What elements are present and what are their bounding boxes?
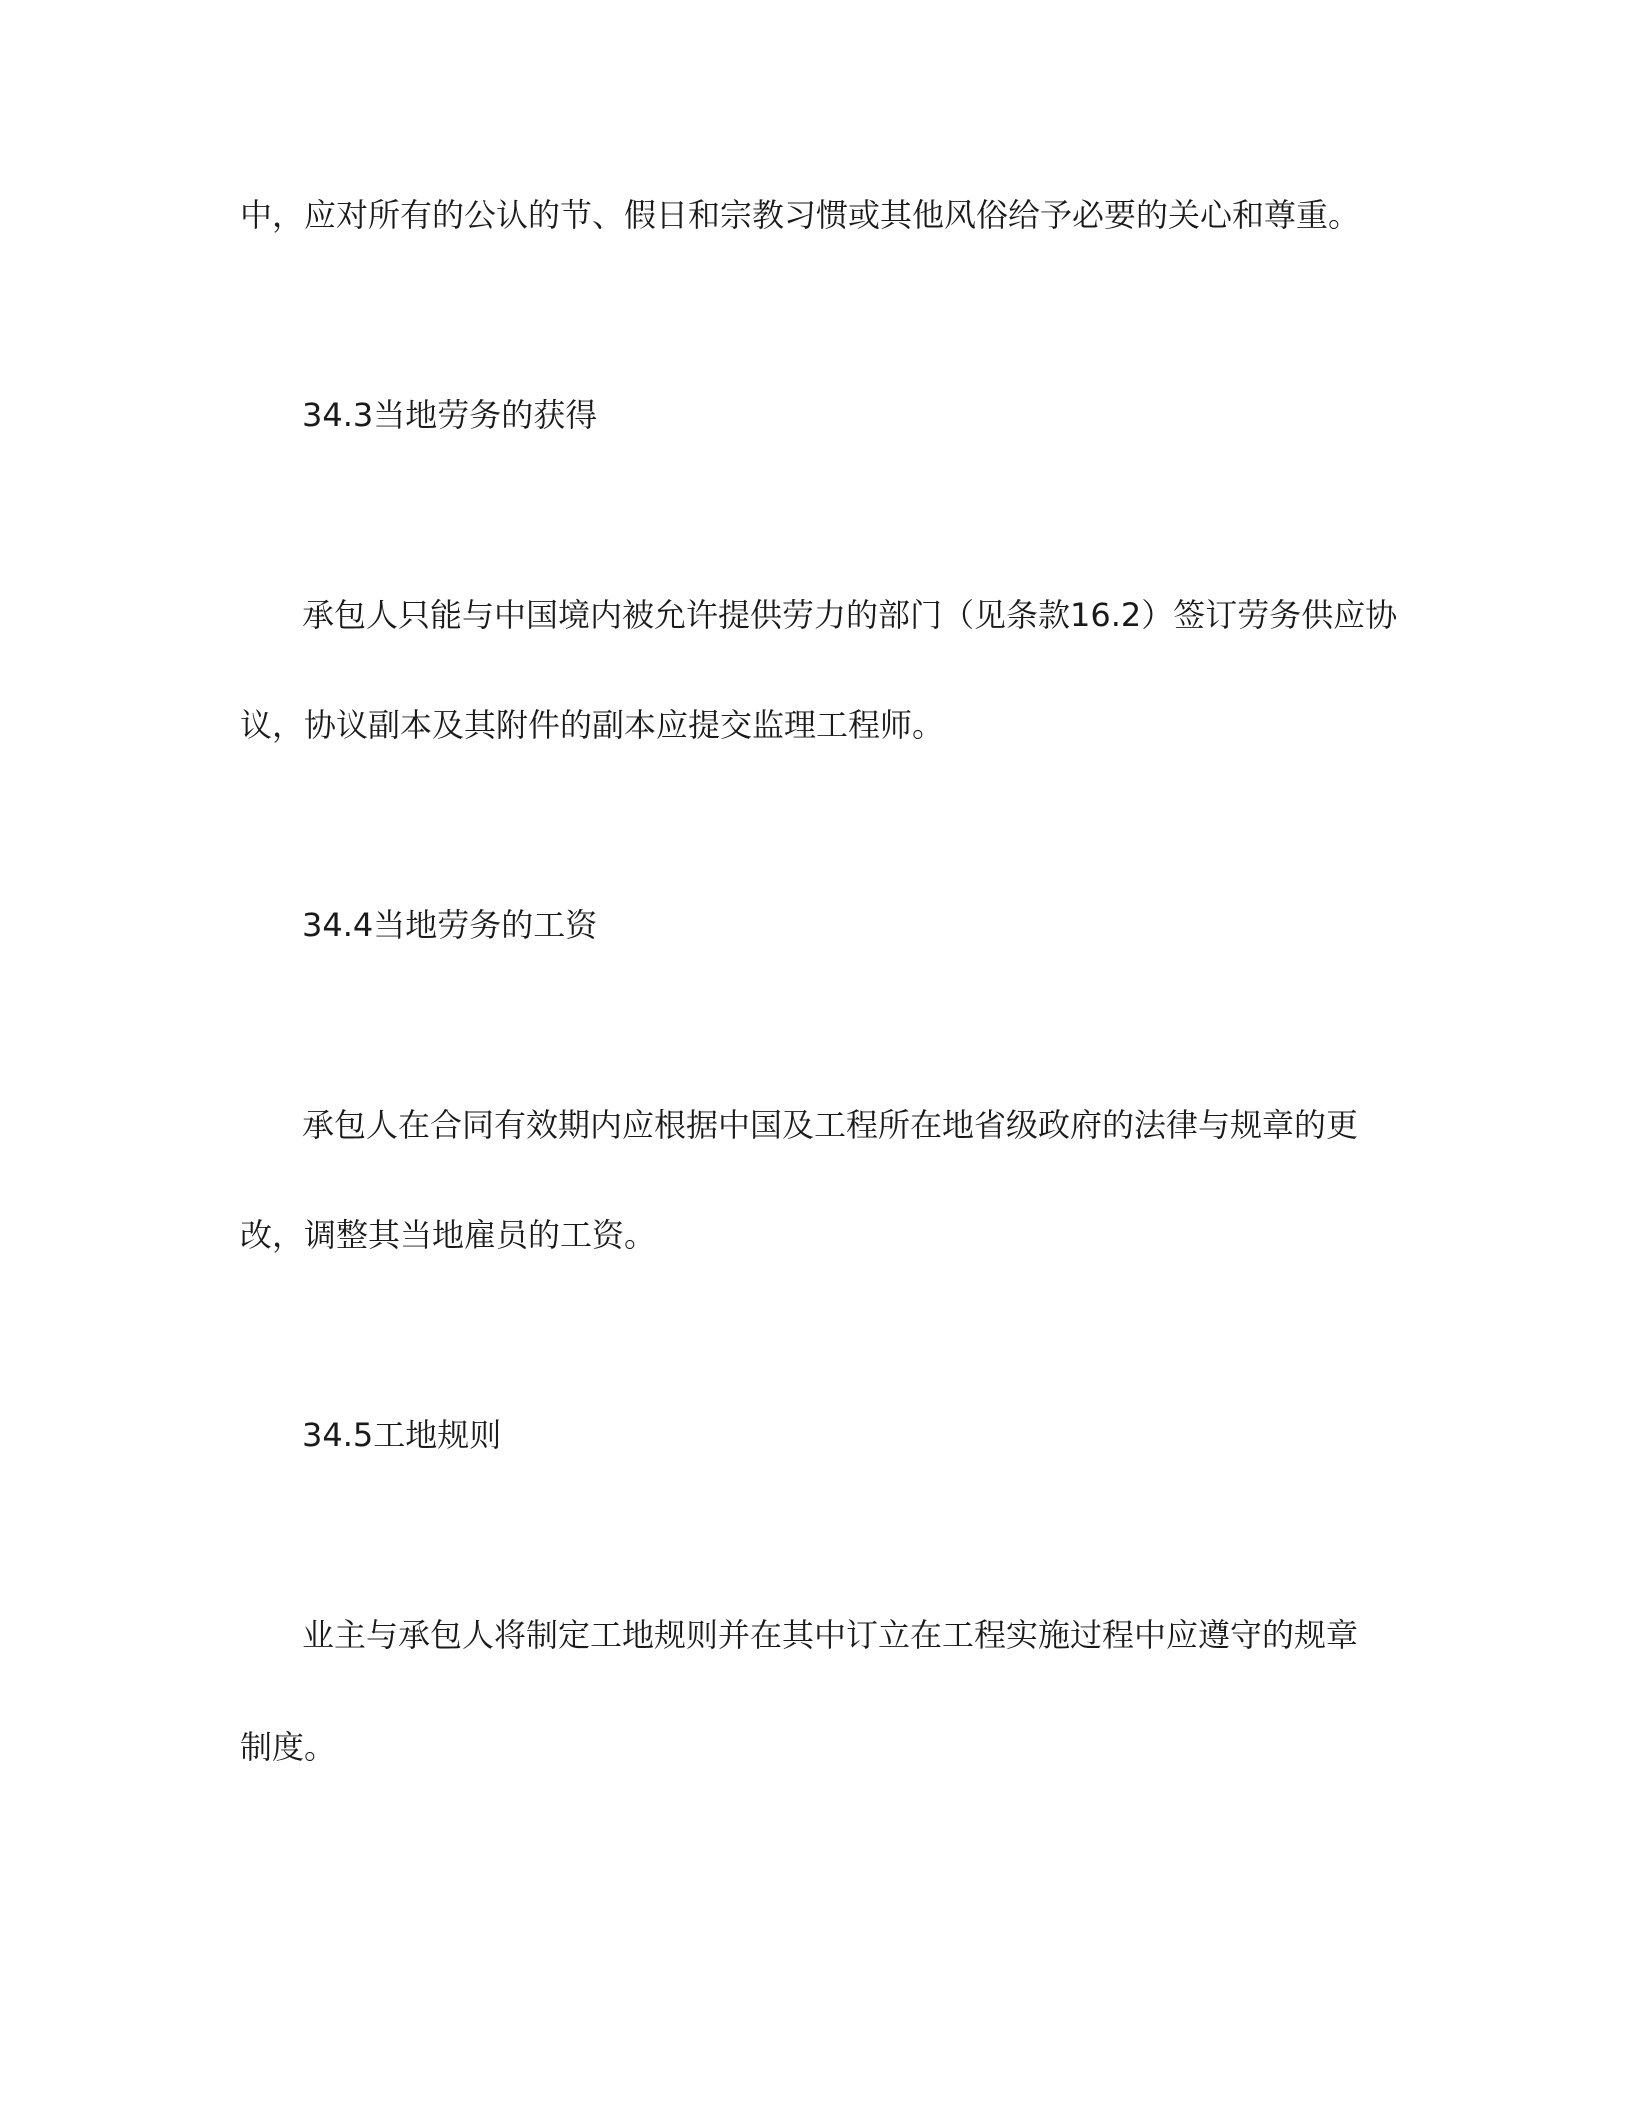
section-heading-34-3: 34.3当地劳务的获得: [302, 396, 598, 434]
paragraph-continuation: 中，应对所有的公认的节、假日和宗教习惯或其他风俗给予必要的关心和尊重。: [240, 196, 1361, 234]
section-34-3-text-line-1: 承包人只能与中国境内被允许提供劳力的部门（见条款16.2）签订劳务供应协: [302, 596, 1398, 634]
section-heading-34-4: 34.4当地劳务的工资: [302, 906, 598, 944]
section-34-5-text-line-2: 制度。: [240, 1728, 337, 1766]
section-34-4-text-line-1: 承包人在合同有效期内应根据中国及工程所在地省级政府的法律与规章的更: [302, 1106, 1359, 1144]
section-heading-34-5: 34.5工地规则: [302, 1416, 502, 1454]
section-34-4-text-line-2: 改，调整其当地雇员的工资。: [240, 1216, 657, 1254]
section-34-5-text-line-1: 业主与承包人将制定工地规则并在其中订立在工程实施过程中应遵守的规章: [302, 1616, 1359, 1654]
section-34-3-text-line-2: 议，协议副本及其附件的副本应提交监理工程师。: [240, 706, 945, 744]
